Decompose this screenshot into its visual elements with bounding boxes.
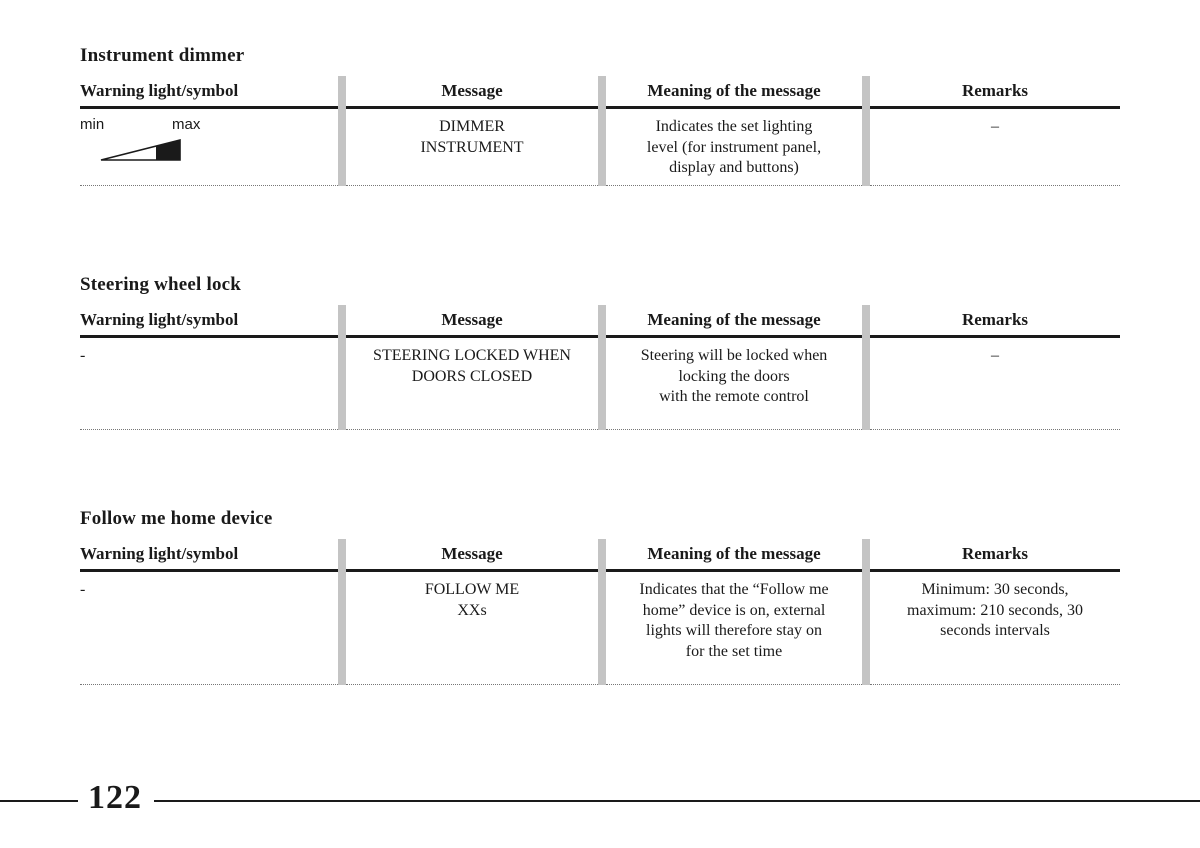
meaning-line: Steering will be locked when [640,347,828,364]
symbol-text: - [80,347,86,364]
column-separator [598,338,606,430]
message-cell [346,109,598,186]
column-separator [598,305,606,338]
dimmer-level-icon [80,117,338,177]
column-separator [338,338,346,430]
dimmer-min-label: min [80,116,105,133]
column-separator [862,76,870,109]
section-title: Follow me home device [80,508,273,529]
message-line: XXs [457,601,487,619]
meaning-line: with the remote control [659,388,809,405]
info-table [80,539,1120,685]
remarks-cell [870,109,1120,186]
symbol-cell [80,572,338,685]
header-symbol: Warning light/symbol [80,305,338,338]
message-line: FOLLOW ME [424,581,520,598]
header-symbol: Warning light/symbol [80,76,338,109]
column-separator [598,572,606,685]
section-steering-wheel-lock [80,273,1120,430]
meaning-line: for the set time [685,642,783,660]
header-remarks: Remarks [870,76,1120,109]
column-separator [338,539,346,572]
header-remarks: Remarks [870,305,1120,338]
header-meaning: Meaning of the message [606,76,862,109]
column-separator [338,572,346,685]
meaning-line: home” device is on, external [642,601,826,619]
dimmer-wedge-icon [100,137,182,161]
symbol-cell [80,109,338,186]
column-separator [862,338,870,430]
header-symbol: Warning light/symbol [80,539,338,572]
message-cell [346,338,598,430]
symbol-cell [80,338,338,430]
page-number: 122 [88,779,142,816]
footer-rule-right [154,800,1200,802]
info-table [80,305,1120,430]
message-line: INSTRUMENT [420,138,524,156]
remarks-cell [870,572,1120,685]
dimmer-max-label: max [172,116,201,133]
meaning-line: display and buttons) [669,159,799,176]
meaning-cell [606,109,862,186]
message-line: DOORS CLOSED [411,367,533,385]
column-separator [338,76,346,109]
message-line: STEERING LOCKED WHEN [373,347,571,364]
meaning-line: level (for instrument panel, [646,138,822,156]
meaning-line: Indicates that the “Follow me [639,581,829,598]
header-remarks: Remarks [870,539,1120,572]
column-separator [338,109,346,186]
column-separator [862,572,870,685]
column-separator [862,109,870,186]
section-title: Instrument dimmer [80,45,245,66]
meaning-line: locking the doors [678,367,790,385]
column-separator [598,76,606,109]
remarks-line: maximum: 210 seconds, 30 [907,601,1083,619]
header-meaning: Meaning of the message [606,305,862,338]
header-message: Message [346,76,598,109]
remarks-line: – [991,118,999,135]
remarks-line: – [991,347,999,364]
info-table [80,76,1120,186]
section-instrument-dimmer [80,44,1120,186]
column-separator [862,305,870,338]
message-cell [346,572,598,685]
column-separator [862,539,870,572]
column-separator [598,539,606,572]
meaning-cell [606,572,862,685]
header-message: Message [346,305,598,338]
remarks-cell [870,338,1120,430]
meaning-line: lights will therefore stay on [646,622,822,639]
meaning-cell [606,338,862,430]
remarks-line: Minimum: 30 seconds, [921,581,1069,598]
symbol-text: - [80,581,86,598]
header-message: Message [346,539,598,572]
remarks-line: seconds intervals [940,622,1050,639]
column-separator [338,305,346,338]
section-title: Steering wheel lock [80,274,242,295]
footer-rule-left [0,800,78,802]
column-separator [598,109,606,186]
message-line: DIMMER [439,118,505,135]
meaning-line: Indicates the set lighting [655,118,813,135]
section-follow-me-home [80,507,1120,685]
header-meaning: Meaning of the message [606,539,862,572]
